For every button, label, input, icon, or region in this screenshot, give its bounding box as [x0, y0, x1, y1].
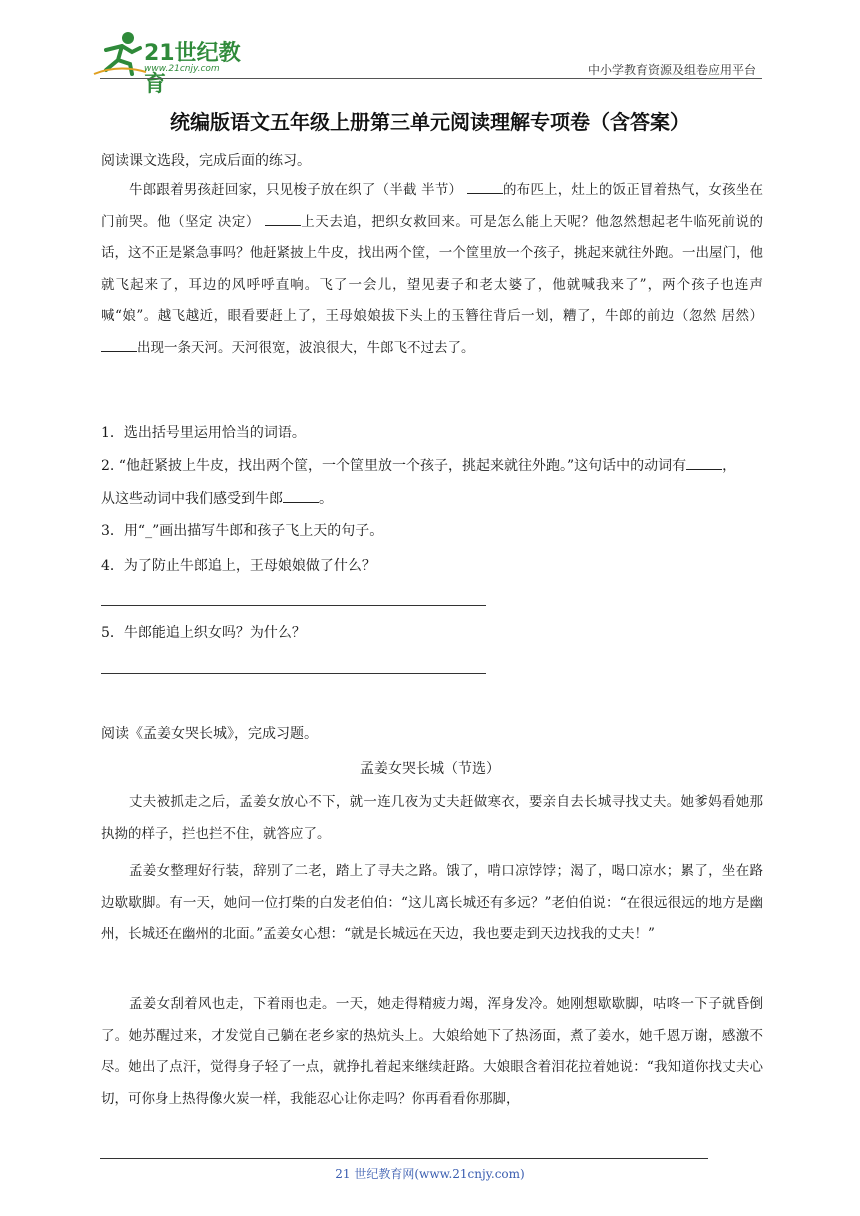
passage-paragraph-2: 孟姜女整理好行装，辞别了二老，踏上了寻夫之路。饿了，啃口凉饽饽；渴了，喝口凉水；累了，坐在路边歇歇脚。有一天，她问一位打柴的白发老伯伯：“这儿离长城还有多远？”老伯伯说：“在很远很远的地方是幽州，长城还在幽州的北面。”孟姜女心想：“就是长城远在天边，我也要走到天边找我的丈夫！”	[101, 863, 763, 943]
question-2-comma: ，	[722, 458, 737, 474]
page-footer[interactable]: 21 世纪教育网(www.21cnjy.com)	[335, 1167, 525, 1181]
page-header	[92, 30, 762, 97]
passage-paragraph-3: 孟姜女刮着风也走，下着雨也走。一天，她走得精疲力竭，浑身发冷。她刚想歇歇脚，咕咚一下子就昏倒了。她苏醒过来，才发觉自己躺在老乡家的热炕头上。大娘给她下了热汤面，煮了姜水，她千恩万谢，感激不尽。她出了点汗，觉得身子轻了一点，就挣扎着起来继续赶路。大娘眼含着泪花拉着她说：“我知道你找丈夫心切，可你身上热得像火炭一样，我能忍心让你走吗？你再看看你那脚，	[101, 996, 763, 1107]
footer-divider	[100, 1158, 708, 1159]
passage-part-1: 牛郎跟着男孩赶回家，只见梭子放在织了（半截 半节）	[129, 182, 463, 198]
page-title: 统编版语文五年级上册第三单元阅读理解专项卷（含答案）	[170, 110, 690, 134]
passage-part-4: 出现一条天河。天河很宽，波浪很大，牛郎飞不过去了。	[137, 339, 475, 356]
passage-paragraph-1: 丈夫被抓走之后，孟姜女放心不下，就一连几夜为丈夫赶做寒衣，要亲自去长城寻找丈夫。她爹妈看她那执拗的样子，拦也拦不住，就答应了。	[101, 794, 763, 842]
runner-logo-icon	[92, 30, 148, 78]
passage-part-3: 上天去追，把织女救回来。可是怎么能上天呢？他忽然想起老牛临死前说的话，这不正是紧急事吗？他赶紧披上牛皮，找出两个筐，一个筐里放一个孩子，挑起来就往外跑。一出屋门，他就飞起来了，耳边的风呼呼直响。飞了一会儿，望见妻子和老太婆了，他就喊我来了”，两个孩子也连声喊“娘”。越飞越近，眼看要赶上了，王母娘娘拔下头上的玉簪往背后一划，糟了，牛郎的前边（忽然 居然）	[101, 213, 764, 325]
answer-blank[interactable]	[686, 455, 722, 470]
passage-part-2: 的布匹上，灶上的饭正冒着热气，女孩坐在门前哭。他（坚定 决定）	[101, 182, 764, 230]
question-2-text: 2. “他赶紧披上牛皮，找出两个筐，一个筐里放一个孩子，挑起来就往外跑。”这句话中的动词有	[101, 458, 687, 474]
logo	[92, 30, 262, 97]
section1-passage	[101, 175, 763, 365]
question-3: 3．用“_”画出描写牛郎和孩子飞上天的句子。	[101, 523, 384, 539]
question-5: 5．牛郎能追上织女吗？为什么？	[101, 625, 306, 641]
logo-url: www.21cnjy.com	[144, 64, 220, 74]
answer-blank[interactable]	[283, 488, 319, 503]
logo-text: 21世纪教育	[144, 41, 241, 97]
question-1: 1．选出括号里运用恰当的词语。	[101, 425, 306, 441]
header-divider	[100, 78, 762, 79]
question-2-cont	[101, 488, 765, 509]
answer-blank[interactable]	[101, 337, 137, 352]
section1-intro: 阅读课文选段，完成后面的练习。	[101, 153, 311, 169]
answer-line[interactable]	[101, 673, 486, 674]
question-2-period: 。	[319, 491, 333, 507]
passage-title: 孟姜女哭长城（节选）	[360, 761, 500, 777]
platform-label: 中小学教育资源及组卷应用平台	[587, 63, 756, 77]
answer-line[interactable]	[101, 605, 486, 606]
answer-blank[interactable]	[265, 211, 301, 226]
question-4: 4．为了防止牛郎追上，王母娘娘做了什么？	[101, 558, 376, 574]
section2-intro: 阅读《孟姜女哭长城》，完成习题。	[101, 726, 318, 742]
question-2-text-cont: 从这些动词中我们感受到牛郎	[101, 491, 283, 507]
answer-blank[interactable]	[467, 179, 503, 194]
question-2	[101, 455, 765, 476]
